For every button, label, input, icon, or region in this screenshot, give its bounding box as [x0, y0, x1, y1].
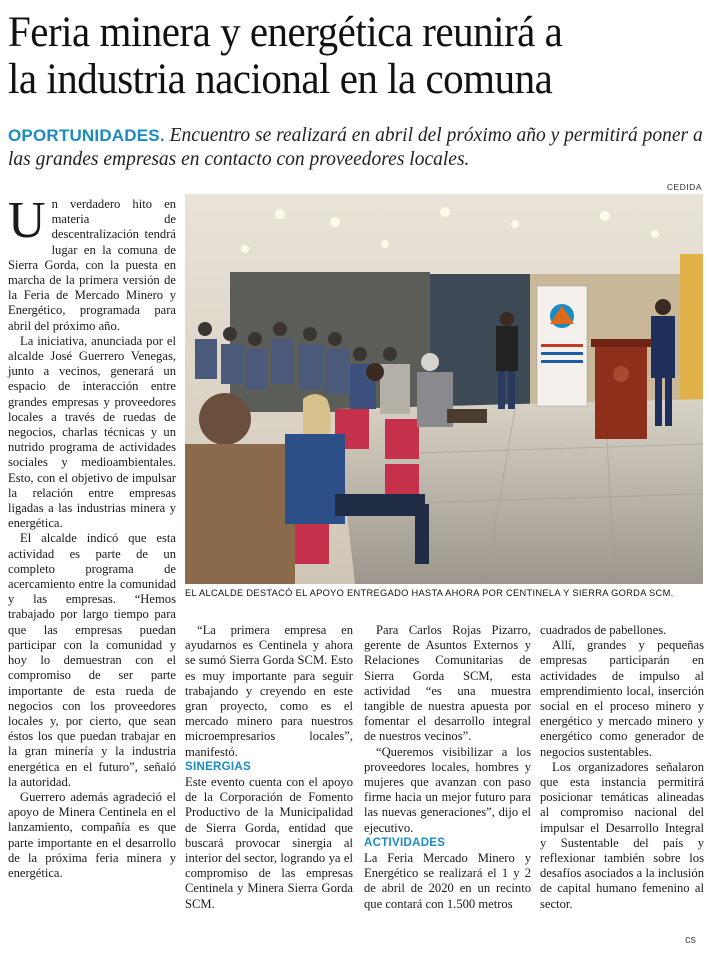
paragraph: El alcalde indicó que esta actividad es parte de un completo programa de acercamiento entre la comunidad y las empresas. “Hemos trabajado por largo tiempo para que las empresas puedan participar con la comunidad y hoy lo demuestran con el compromiso de ser parte importante de esta rueda de negocios con los proveedores locales y, por cierto, que sean éstos los que puedan trabajar en la gran minería y la industria energética en el futuro”, señaló la autoridad. — [8, 531, 176, 789]
paragraph: cuadrados de pabellones. — [540, 623, 667, 637]
paragraph: Los organizadores señalaron que esta instancia permitirá posicionar temáticas alineadas al compromiso nacional del impulsar el Desarrollo Integral y Sustentable del país y reflexionar también sobre los desafíos asociados a la inclusión de capital humano femenino al sector. — [540, 759, 704, 911]
paragraph: Guerrero además agradeció el apoyo de Minera Centinela en el lanzamiento, compañía es que parte importante en el desarrollo de la próxima feria minera y energética. — [8, 789, 176, 880]
subhead: SINERGIAS — [185, 760, 251, 773]
photo-credit: CEDIDA — [666, 182, 702, 192]
headline-line-2: la industria nacional en la comuna — [8, 53, 553, 103]
headline — [8, 8, 706, 101]
event-photo-illustration — [185, 194, 703, 584]
photo-caption: EL ALCALDE DESTACÓ EL APOYO ENTREGADO HASTA AHORA POR CENTINELA Y SIERRA GORDA SCM. — [185, 588, 674, 598]
drop-cap: U — [8, 192, 46, 249]
paragraph: “Queremos visibilizar a los proveedores locales, hombres y mujeres que avanzan con paso firme hacia un mejor futuro para las nuevas generaciones”, dijo el ejecutivo. — [364, 744, 531, 835]
paragraph: La iniciativa, anunciada por el alcalde José Guerrero Venegas, junto a vecinos, generará un espacio de interacción entre grandes empresas y proveedores locales a través de ruedas de negocios, charlas técnicas y un nutrido programa de actividades sociales y medioambientales. Esto, con el objetivo de impulsar la relación entre empresas ligadas a las industrias minera y energética. — [8, 333, 176, 531]
paragraph: La Feria Mercado Minero y Energético se realizará el 1 y 2 de abril de 2020 en un recinto que contará con 1.500 metros — [364, 851, 531, 911]
paragraph: Este evento cuenta con el apoyo de la Corporación de Fomento Productivo de la Municipalidad de Sierra Gorda, entidad que buscará provocar sinergia al interior del sector, logrando ya el compromiso de las empresas Centinela y Minera Sierra Gorda SCM. — [185, 775, 353, 911]
deck-kicker: OPORTUNIDADES. — [8, 126, 165, 145]
column-4 — [540, 623, 704, 912]
headline-line-1: Feria minera y energética reunirá a — [8, 6, 563, 56]
end-mark: cs — [685, 934, 696, 946]
paragraph: Allí, grandes y pequeñas empresas participarán en actividades de impulso al emprendimiento local, inserción social en el proceso minero y energético y mercado minero y energético como generador de negocios sustentables. — [540, 638, 704, 759]
event-photo — [185, 194, 703, 584]
deck-text: Encuentro se realizará en abril del próximo año y permitirá poner a las grandes empresas en contacto con proveedores locales. — [8, 125, 703, 170]
deck — [8, 124, 706, 172]
column-1 — [8, 192, 176, 881]
subhead: ACTIVIDADES — [364, 836, 446, 849]
paragraph: “La primera empresa en ayudarnos es Centinela y ahora se sumó Sierra Gorda SCM. Esto es muy importante para seguir trabajando y creyendo en este gran proyecto, como es el mercado minero para nuestros microempresarios locales”, manifestó. — [185, 623, 353, 759]
column-3 — [364, 623, 531, 912]
paragraph: Para Carlos Rojas Pizarro, gerente de Asuntos Externos y Relaciones Comunitarias de Sierra Gorda SCM, esta actividad “es una muestra tangible de nuestra apuesta por fomentar el desarrollo integral de nuestros vecinos”. — [364, 623, 531, 744]
paragraph: Un verdadero hito en materia de descentralización tendrá lugar en la comuna de Sierra Gorda, con la puesta en marcha de la primera versión de la Feria de Mercado Minero y Energético, programada para abril del próximo año. — [8, 192, 176, 333]
column-2 — [185, 623, 353, 912]
